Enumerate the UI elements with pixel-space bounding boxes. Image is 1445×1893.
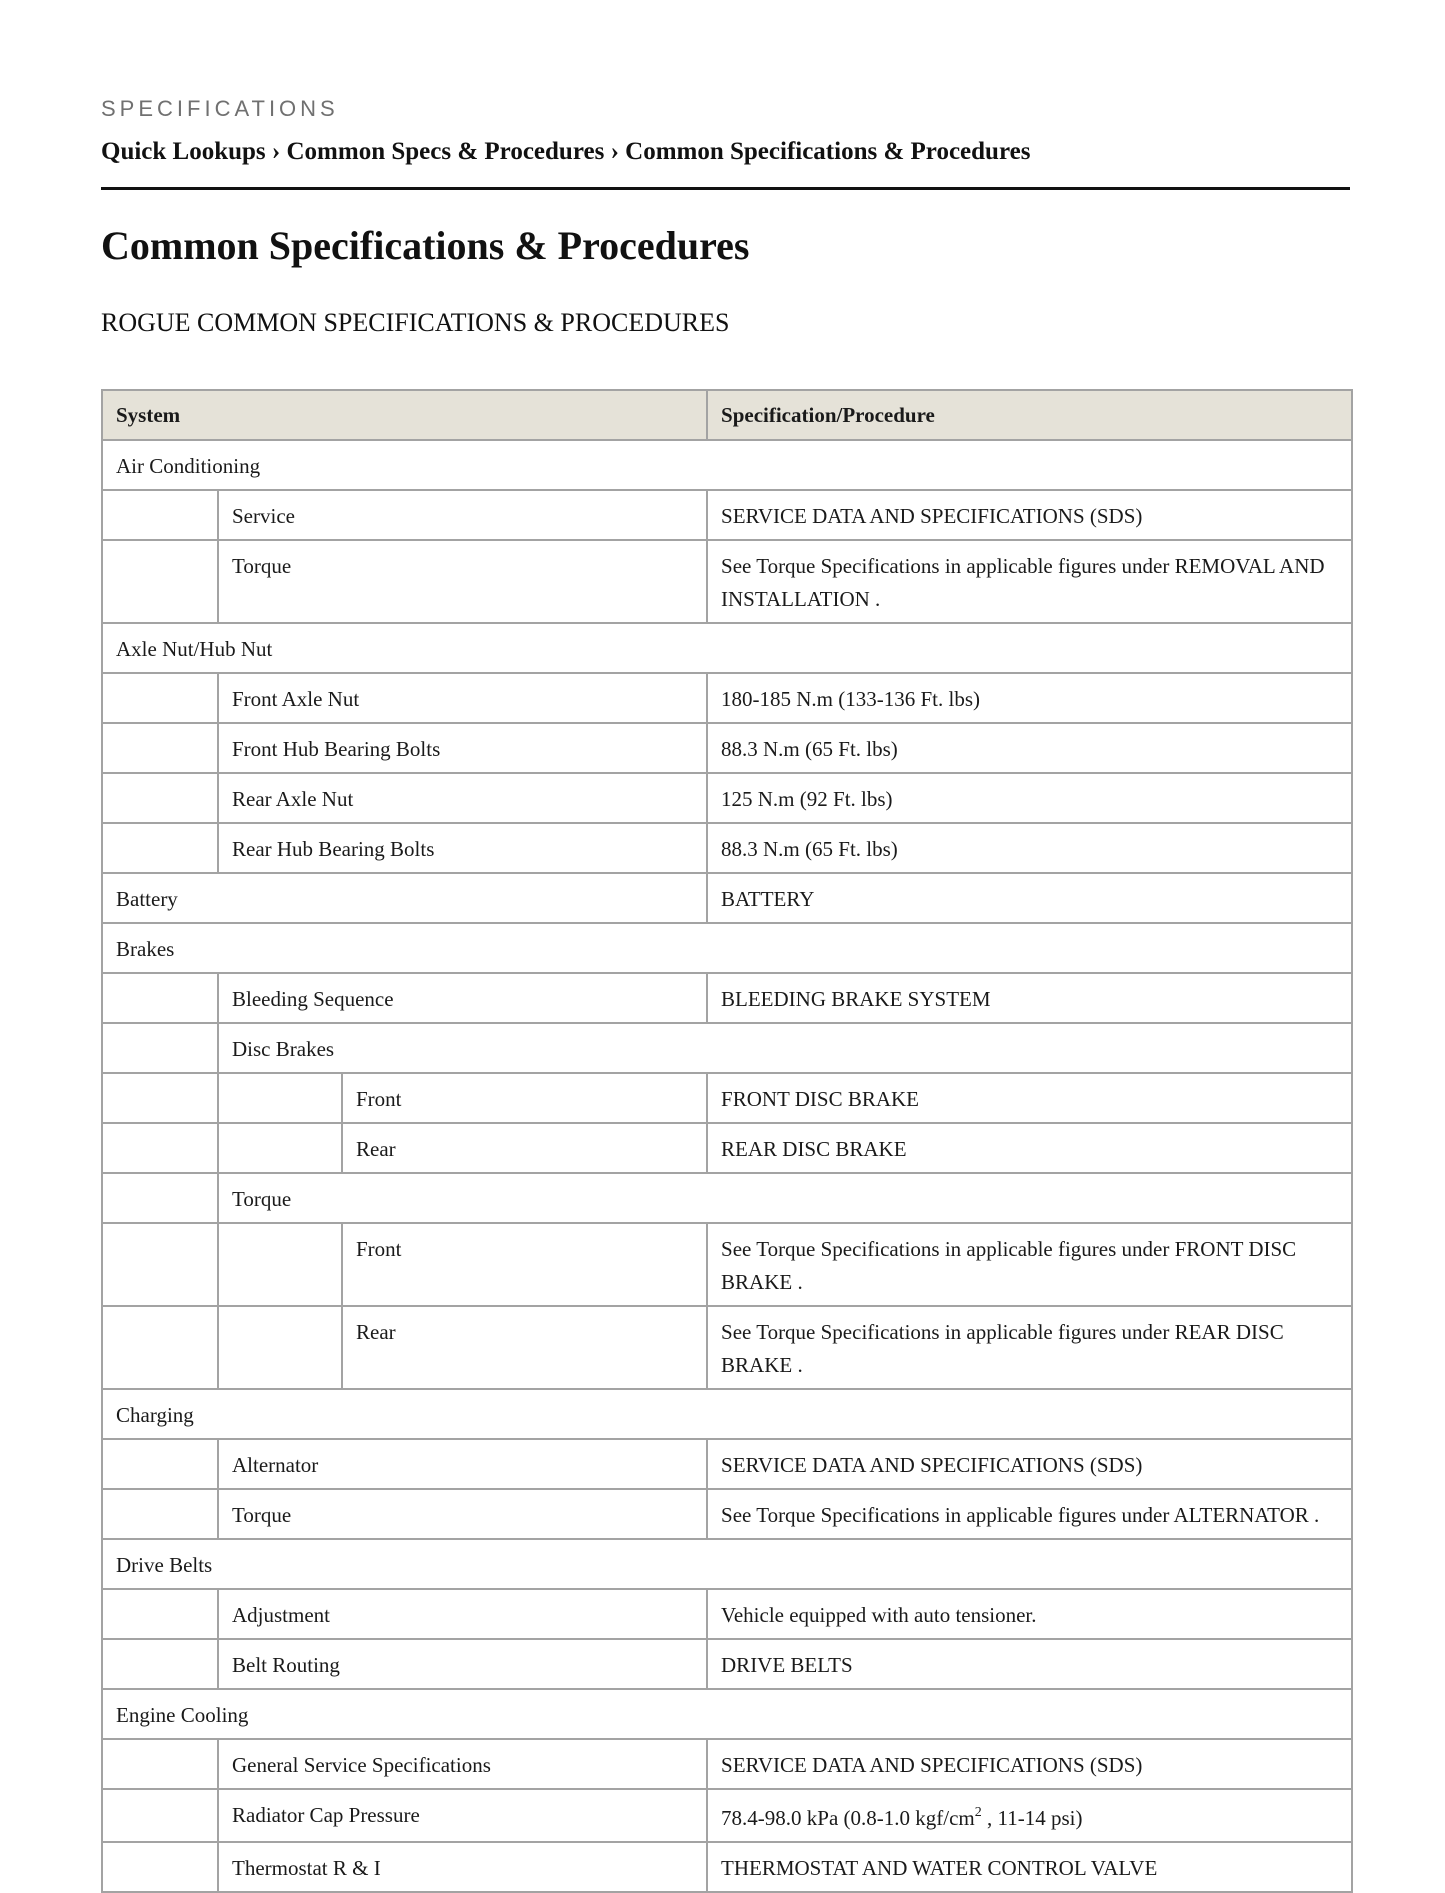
indent-cell <box>102 490 218 540</box>
table-row <box>102 973 1352 1023</box>
subsystem-cell: Bleeding Sequence <box>218 973 707 1023</box>
indent-cell <box>102 1439 218 1489</box>
indent-cell <box>102 1789 218 1842</box>
subsystem-cell: Torque <box>218 540 707 623</box>
indent-cell <box>102 1589 218 1639</box>
spec-text: , 11-14 psi) <box>981 1806 1083 1830</box>
table-row <box>102 440 1352 490</box>
subsystem-cell: Rear Axle Nut <box>218 773 707 823</box>
subsystem-cell: Service <box>218 490 707 540</box>
indent-cell <box>102 723 218 773</box>
spec-cell: SERVICE DATA AND SPECIFICATIONS (SDS) <box>707 490 1352 540</box>
breadcrumb-item-current: Common Specifications & Procedures <box>625 138 1031 165</box>
section-eyebrow: SPECIFICATIONS <box>101 96 339 121</box>
indent-cell <box>102 823 218 873</box>
indent-cell <box>218 1306 342 1389</box>
table-row <box>102 773 1352 823</box>
subsystem-cell: Alternator <box>218 1439 707 1489</box>
spec-cell: 180-185 N.m (133-136 Ft. lbs) <box>707 673 1352 723</box>
table-row <box>102 1842 1352 1892</box>
table-row <box>102 723 1352 773</box>
column-header-spec: Specification/Procedure <box>707 390 1352 440</box>
spec-cell: See Torque Specifications in applicable figures under REAR DISC BRAKE . <box>707 1306 1352 1389</box>
table-row <box>102 1489 1352 1539</box>
spec-cell: REAR DISC BRAKE <box>707 1123 1352 1173</box>
table-row <box>102 1306 1352 1389</box>
indent-cell <box>102 973 218 1023</box>
spec-cell: SERVICE DATA AND SPECIFICATIONS (SDS) <box>707 1439 1352 1489</box>
spec-cell: FRONT DISC BRAKE <box>707 1073 1352 1123</box>
subsystem-cell: Front Hub Bearing Bolts <box>218 723 707 773</box>
indent-cell <box>102 1073 218 1123</box>
table-row <box>102 1073 1352 1123</box>
system-group-cell: Axle Nut/Hub Nut <box>102 623 1352 673</box>
header-divider <box>101 187 1350 190</box>
table-row <box>102 490 1352 540</box>
system-group-cell: Brakes <box>102 923 1352 973</box>
breadcrumb-item-quick-lookups[interactable]: Quick Lookups <box>101 138 266 165</box>
breadcrumb-separator: › <box>610 138 619 165</box>
spec-cell: DRIVE BELTS <box>707 1639 1352 1689</box>
spec-cell: Vehicle equipped with auto tensioner. <box>707 1589 1352 1639</box>
table-body <box>102 440 1352 1892</box>
indent-cell <box>102 1223 218 1306</box>
subsystem-cell: Rear Hub Bearing Bolts <box>218 823 707 873</box>
system-cell: Battery <box>102 873 707 923</box>
table-row <box>102 1123 1352 1173</box>
indent-cell <box>102 1489 218 1539</box>
table-row <box>102 623 1352 673</box>
indent-cell <box>102 1842 218 1892</box>
table-row <box>102 1589 1352 1639</box>
column-header-system: System <box>102 390 707 440</box>
table-row <box>102 1223 1352 1306</box>
breadcrumb-separator: › <box>271 138 281 165</box>
indent-cell <box>218 1123 342 1173</box>
subsystem-group-cell: Torque <box>218 1173 1352 1223</box>
table-row <box>102 1439 1352 1489</box>
system-group-cell: Charging <box>102 1389 1352 1439</box>
subsystem-cell: Torque <box>218 1489 707 1539</box>
spec-cell: See Torque Specifications in applicable figures under FRONT DISC BRAKE . <box>707 1223 1352 1306</box>
spec-cell: 125 N.m (92 Ft. lbs) <box>707 773 1352 823</box>
spec-cell: BLEEDING BRAKE SYSTEM <box>707 973 1352 1023</box>
subsystem-cell: Front Axle Nut <box>218 673 707 723</box>
component-cell: Rear <box>342 1123 707 1173</box>
table-row <box>102 1639 1352 1689</box>
indent-cell <box>102 1639 218 1689</box>
page-subtitle: ROGUE COMMON SPECIFICATIONS & PROCEDURES <box>101 308 730 337</box>
subsystem-group-cell: Disc Brakes <box>218 1023 1352 1073</box>
table-row <box>102 1739 1352 1789</box>
table-row <box>102 1539 1352 1589</box>
table-row <box>102 873 1352 923</box>
spec-cell: THERMOSTAT AND WATER CONTROL VALVE <box>707 1842 1352 1892</box>
table-header-row <box>102 390 1352 440</box>
indent-cell <box>102 1023 218 1073</box>
system-group-cell: Drive Belts <box>102 1539 1352 1589</box>
spec-cell: 88.3 N.m (65 Ft. lbs) <box>707 723 1352 773</box>
table-row <box>102 1023 1352 1073</box>
spec-cell: BATTERY <box>707 873 1352 923</box>
component-cell: Front <box>342 1073 707 1123</box>
indent-cell <box>102 1123 218 1173</box>
specifications-table <box>101 389 1353 1893</box>
system-group-cell: Engine Cooling <box>102 1689 1352 1739</box>
subsystem-cell: Radiator Cap Pressure <box>218 1789 707 1842</box>
table-row <box>102 540 1352 623</box>
table-row <box>102 1789 1352 1842</box>
spec-cell: SERVICE DATA AND SPECIFICATIONS (SDS) <box>707 1739 1352 1789</box>
breadcrumb-item-common-specs[interactable]: Common Specs & Procedures <box>286 138 605 165</box>
component-cell: Rear <box>342 1306 707 1389</box>
spec-cell: 88.3 N.m (65 Ft. lbs) <box>707 823 1352 873</box>
system-group-cell: Air Conditioning <box>102 440 1352 490</box>
spec-cell: See Torque Specifications in applicable figures under REMOVAL AND INSTALLATION . <box>707 540 1352 623</box>
spec-text: 78.4-98.0 kPa (0.8-1.0 kgf/cm <box>721 1806 975 1830</box>
table-row <box>102 673 1352 723</box>
indent-cell <box>102 1306 218 1389</box>
subsystem-cell: Adjustment <box>218 1589 707 1639</box>
spec-superscript: 2 <box>974 1805 982 1820</box>
table-row <box>102 1173 1352 1223</box>
indent-cell <box>102 673 218 723</box>
indent-cell <box>102 540 218 623</box>
subsystem-cell: General Service Specifications <box>218 1739 707 1789</box>
indent-cell <box>102 1739 218 1789</box>
subsystem-cell: Belt Routing <box>218 1639 707 1689</box>
page-title: Common Specifications & Procedures <box>101 223 750 268</box>
breadcrumb <box>101 138 1030 166</box>
indent-cell <box>102 1173 218 1223</box>
table-row <box>102 923 1352 973</box>
indent-cell <box>218 1223 342 1306</box>
subsystem-cell: Thermostat R & I <box>218 1842 707 1892</box>
table-row <box>102 823 1352 873</box>
table-row <box>102 1389 1352 1439</box>
indent-cell <box>102 773 218 823</box>
spec-cell: See Torque Specifications in applicable figures under ALTERNATOR . <box>707 1489 1352 1539</box>
spec-cell <box>707 1789 1352 1842</box>
table-row <box>102 1689 1352 1739</box>
component-cell: Front <box>342 1223 707 1306</box>
indent-cell <box>218 1073 342 1123</box>
